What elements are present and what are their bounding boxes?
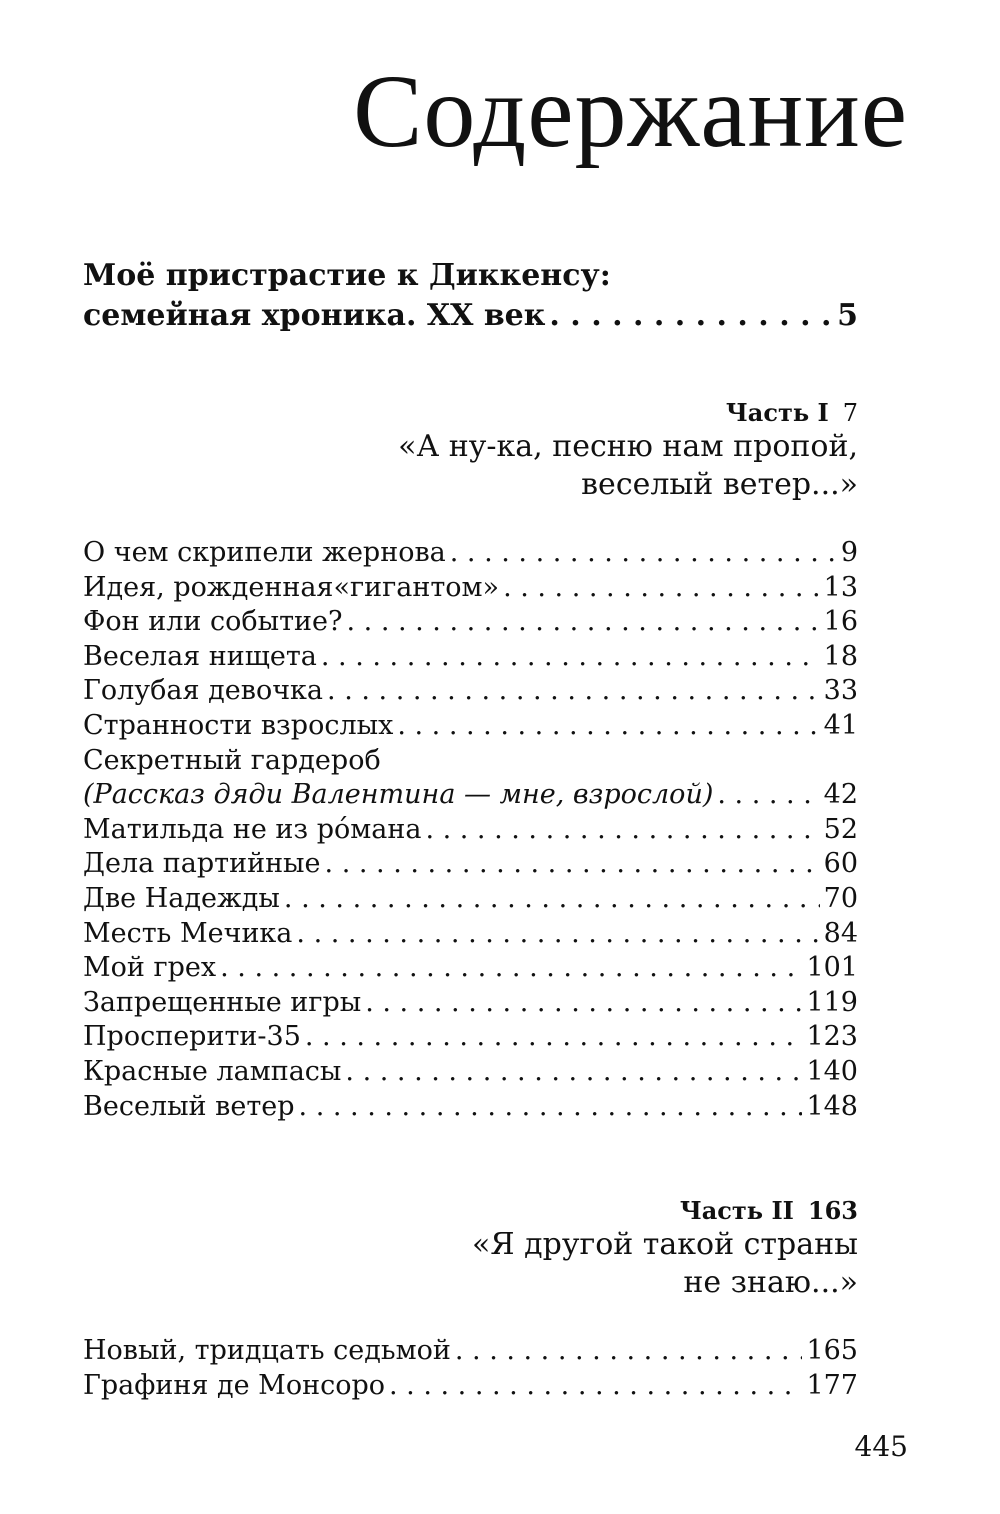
- dot-leader: [549, 296, 833, 336]
- toc-entry-title: Графиня де Монсоро: [83, 1369, 385, 1401]
- intro-title-line-1: Моё пристрастие к Диккенсу:: [83, 258, 611, 293]
- dot-leader: [299, 1090, 803, 1125]
- toc-entry-page: 123: [806, 1021, 858, 1053]
- dot-leader: [345, 1055, 802, 1090]
- toc-entry[interactable]: [83, 951, 858, 986]
- toc-entry[interactable]: [83, 917, 858, 952]
- part-1-toc-list: [83, 536, 858, 1124]
- toc-entry-title: Странности взрослых: [83, 709, 394, 741]
- dot-leader: [397, 709, 819, 744]
- part-1-page: 7: [842, 399, 858, 427]
- toc-entry-title: Веселая нищета: [83, 640, 317, 672]
- part-1-label: Часть I: [725, 398, 829, 427]
- toc-entry[interactable]: [83, 536, 858, 571]
- toc-entry-title: Веселый ветер: [83, 1090, 295, 1122]
- page-number: 445: [854, 1430, 908, 1463]
- part-2-toc-list: [83, 1334, 858, 1403]
- toc-entry[interactable]: [83, 605, 858, 640]
- toc-entry[interactable]: [83, 1334, 858, 1369]
- dot-leader: [455, 1334, 803, 1369]
- toc-entry[interactable]: [83, 1055, 858, 1090]
- toc-entry-page: 119: [806, 986, 858, 1018]
- toc-entry-page: 165: [806, 1335, 858, 1366]
- toc-entry-title: Матильда не из ро́мана: [83, 813, 422, 845]
- dot-leader: [305, 1020, 803, 1055]
- toc-entry-page: 18: [823, 640, 858, 672]
- toc-entry[interactable]: [83, 674, 858, 709]
- part-1-epigraph-line-2: веселый ветер...»: [581, 467, 858, 502]
- part-2-page: 163: [807, 1196, 858, 1225]
- toc-entry-title: Просперити-35: [83, 1021, 301, 1053]
- dot-leader: [389, 1369, 802, 1404]
- toc-entry[interactable]: [83, 986, 858, 1021]
- toc-entry[interactable]: [83, 1090, 858, 1125]
- toc-entry-secret-title[interactable]: Секретный гардероб: [83, 744, 381, 776]
- part-2-label-row: [472, 1196, 858, 1226]
- dot-leader: [450, 536, 834, 571]
- intro-page: 5: [837, 298, 858, 333]
- toc-entry[interactable]: [83, 1369, 858, 1404]
- toc-entry-title: Голубая девочка: [83, 675, 324, 707]
- toc-entry-title: Новый, тридцать седьмой: [83, 1335, 451, 1366]
- toc-entry-page: 13: [823, 571, 858, 603]
- dot-leader: [717, 778, 819, 813]
- toc-entry[interactable]: [83, 640, 858, 675]
- dot-leader: [327, 674, 820, 709]
- dot-leader: [425, 813, 819, 848]
- toc-entry[interactable]: [83, 709, 858, 744]
- toc-entry-subtitle: (Рассказ дяди Валентина — мне, взрослой): [83, 779, 714, 811]
- toc-entry-title: Фон или событие?: [83, 606, 343, 638]
- toc-entry-page: 41: [823, 709, 858, 741]
- dot-leader: [321, 640, 820, 675]
- toc-entry[interactable]: [83, 882, 858, 917]
- part-1-label-row: [398, 398, 858, 428]
- toc-entry-page: 42: [823, 779, 858, 811]
- part-2-epigraph-line-1: «Я другой такой страны: [472, 1227, 858, 1262]
- toc-entry-title: Красные лампасы: [83, 1055, 342, 1087]
- dot-leader: [296, 917, 819, 952]
- toc-entry-page: 70: [823, 882, 858, 914]
- toc-entry-title: Мой грех: [83, 952, 217, 984]
- toc-entry[interactable]: [83, 813, 858, 848]
- part-2-epigraph-line-2: не знаю...»: [683, 1265, 858, 1300]
- intro-title-line-2: семейная хроника. XX век: [83, 298, 546, 333]
- toc-entry[interactable]: [83, 847, 858, 882]
- toc-entry-title: Месть Мечика: [83, 917, 293, 949]
- toc-entry-page: 140: [806, 1055, 858, 1087]
- dot-leader: [325, 847, 820, 882]
- toc-entry-page: 9: [840, 537, 858, 568]
- toc-entry-page: 84: [823, 917, 858, 949]
- toc-entry-page: 52: [823, 813, 858, 845]
- dot-leader: [284, 882, 820, 917]
- dot-leader: [365, 986, 802, 1021]
- part-1-epigraph-line-1: «А ну-ка, песню нам пропой,: [398, 429, 858, 464]
- dot-leader: [346, 605, 819, 640]
- toc-entry-page: 33: [823, 675, 858, 707]
- toc-entry-title: Две Надежды: [83, 882, 280, 914]
- page-title: Содержание: [353, 54, 908, 169]
- part-2-heading: [472, 1196, 858, 1302]
- toc-entry[interactable]: [83, 778, 858, 813]
- toc-entry[interactable]: [83, 1020, 858, 1055]
- toc-entry-page: 177: [806, 1369, 858, 1401]
- toc-entry-page: 148: [806, 1090, 858, 1122]
- dot-leader: [220, 951, 802, 986]
- part-1-heading: [398, 398, 858, 504]
- intro-title-row: [83, 296, 858, 336]
- toc-entry-page: 101: [806, 952, 858, 984]
- toc-entry-title: Дела партийные: [83, 848, 321, 880]
- toc-entry-page: 16: [823, 606, 858, 638]
- toc-entry-title: О чем скрипели жернова: [83, 537, 446, 568]
- toc-entry-page: 60: [823, 848, 858, 880]
- toc-entry-title: Запрещенные игры: [83, 986, 362, 1018]
- toc-entry[interactable]: [83, 571, 858, 606]
- toc-entry-title: Идея, рожденная«гигантом»: [83, 571, 500, 603]
- intro-entry[interactable]: [83, 256, 858, 336]
- part-2-label: Часть II: [679, 1196, 794, 1225]
- dot-leader: [503, 571, 820, 606]
